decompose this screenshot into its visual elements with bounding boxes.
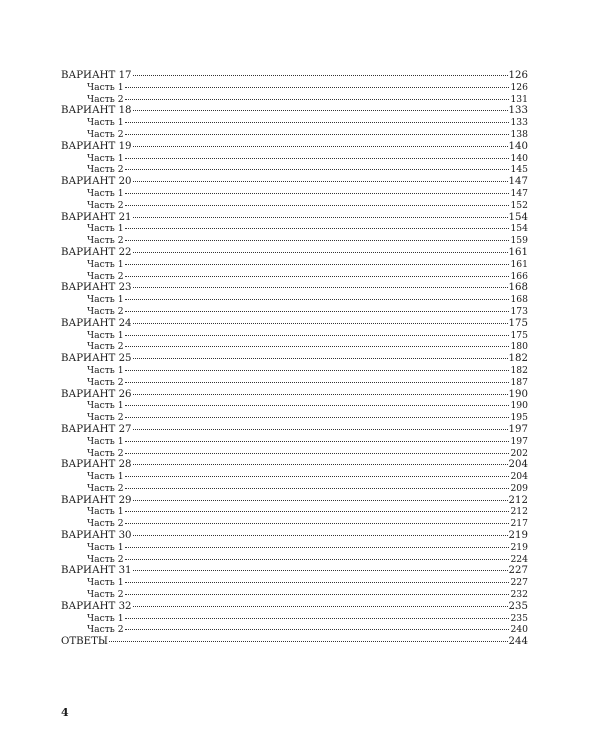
- dot-leader: [125, 476, 510, 477]
- toc-entry-variant: [61, 389, 528, 401]
- toc-entry-title: Часть 2: [87, 553, 124, 565]
- toc-entry-title: ВАРИАНТ 26: [61, 388, 132, 400]
- toc-entry-page: 219: [508, 530, 528, 542]
- toc-entry-variant: [61, 282, 528, 294]
- toc-entry-title: ВАРИАНТ 27: [61, 423, 132, 435]
- toc-entry-title: Часть 2: [87, 589, 124, 601]
- toc-entry-variant: [61, 601, 528, 613]
- toc-entry-part: [61, 129, 528, 141]
- toc-entry-part: [61, 412, 528, 424]
- toc-entry-title: Часть 1: [87, 506, 124, 518]
- toc-entry-title: Часть 2: [87, 128, 124, 140]
- dot-leader: [125, 276, 510, 277]
- toc-entry-page: 244: [508, 636, 528, 648]
- dot-leader: [133, 146, 508, 147]
- dot-leader: [125, 311, 510, 312]
- toc-entry-part: [61, 188, 528, 200]
- toc-entry-page: 224: [510, 553, 528, 565]
- toc-entry-part: [61, 330, 528, 342]
- toc-entry-title: Часть 1: [87, 329, 124, 341]
- toc-entry-part: [61, 518, 528, 530]
- toc-entry-title: Часть 1: [87, 152, 124, 164]
- dot-leader: [125, 441, 510, 442]
- toc-entry-title: ВАРИАНТ 25: [61, 353, 132, 365]
- toc-entry-variant: [61, 105, 528, 117]
- toc-entry-part: [61, 294, 528, 306]
- toc-entry-page: 197: [508, 423, 528, 435]
- toc-entry-page: 190: [510, 400, 528, 412]
- toc-entry-page: 235: [510, 612, 528, 624]
- toc-entry-title: Часть 2: [87, 199, 124, 211]
- toc-entry-variant: [61, 530, 528, 542]
- toc-entry-title: Часть 2: [87, 305, 124, 317]
- dot-leader: [133, 75, 508, 76]
- toc-entry-part: [61, 554, 528, 566]
- toc-entry-page: 133: [510, 117, 528, 129]
- page-number: 4: [61, 706, 69, 719]
- toc-entry-title: ВАРИАНТ 30: [61, 530, 132, 542]
- toc-entry-page: 212: [508, 494, 528, 506]
- toc-entry-variant: [61, 212, 528, 224]
- toc-entry-page: 147: [510, 187, 528, 199]
- dot-leader: [125, 122, 510, 123]
- toc-entry-title: Часть 2: [87, 270, 124, 282]
- toc-entry-title: ВАРИАНТ 18: [61, 105, 132, 117]
- toc-entry-title: ВАРИАНТ 20: [61, 176, 132, 188]
- toc-entry-part: [61, 577, 528, 589]
- toc-entry-page: 232: [510, 589, 528, 601]
- toc-entry-page: 204: [510, 471, 528, 483]
- toc-entry-title: ВАРИАНТ 29: [61, 494, 132, 506]
- dot-leader: [125, 618, 510, 619]
- toc-entry-part: [61, 400, 528, 412]
- toc-entry-variant: [61, 565, 528, 577]
- toc-entry-page: 235: [508, 600, 528, 612]
- toc-entry-variant: [61, 318, 528, 330]
- toc-entry-part: [61, 259, 528, 271]
- toc-entry-page: 217: [510, 518, 528, 530]
- toc-entry-part: [61, 164, 528, 176]
- dot-leader: [125, 594, 510, 595]
- dot-leader: [125, 335, 510, 336]
- toc-entry-title: Часть 1: [87, 223, 124, 235]
- dot-leader: [133, 500, 508, 501]
- dot-leader: [133, 217, 508, 218]
- toc-entry-part: [61, 436, 528, 448]
- toc-entry-title: Часть 2: [87, 93, 124, 105]
- dot-leader: [125, 382, 510, 383]
- toc-entry-page: 182: [510, 364, 528, 376]
- toc-entry-page: 212: [510, 506, 528, 518]
- toc-entry-variant: [61, 141, 528, 153]
- toc-entry-variant: [61, 424, 528, 436]
- toc-entry-page: 240: [510, 624, 528, 636]
- toc-entry-page: 166: [510, 270, 528, 282]
- toc-entry-page: 159: [510, 235, 528, 247]
- toc-entry-page: 168: [510, 294, 528, 306]
- dot-leader: [125, 405, 510, 406]
- toc-entry-title: Часть 2: [87, 482, 124, 494]
- toc-entry-page: 173: [510, 305, 528, 317]
- dot-leader: [125, 193, 510, 194]
- toc-entry-variant: [61, 247, 528, 259]
- toc-entry-title: Часть 1: [87, 258, 124, 270]
- dot-leader: [125, 240, 510, 241]
- toc-entry-title: ВАРИАНТ 32: [61, 600, 132, 612]
- toc-entry-page: 187: [510, 376, 528, 388]
- toc-entry-title: Часть 1: [87, 81, 124, 93]
- toc-entry-page: 227: [510, 577, 528, 589]
- dot-leader: [125, 87, 510, 88]
- toc-entry-page: 138: [510, 128, 528, 140]
- toc-entry-title: Часть 1: [87, 435, 124, 447]
- dot-leader: [125, 158, 510, 159]
- toc-entry-page: 190: [508, 388, 528, 400]
- toc-entry-page: 209: [510, 482, 528, 494]
- dot-leader: [133, 252, 508, 253]
- toc-entry-title: Часть 2: [87, 447, 124, 459]
- dot-leader: [125, 582, 510, 583]
- toc-entry-title: ВАРИАНТ 17: [61, 70, 132, 81]
- toc-entry-page: 152: [510, 199, 528, 211]
- dot-leader: [133, 464, 508, 465]
- toc-entry-page: 133: [508, 105, 528, 117]
- toc-entry-part: [61, 223, 528, 235]
- dot-leader: [109, 641, 508, 642]
- toc-entry-page: 154: [510, 223, 528, 235]
- dot-leader: [125, 629, 510, 630]
- dot-leader: [125, 99, 510, 100]
- table-of-contents: [61, 70, 528, 648]
- dot-leader: [125, 370, 510, 371]
- toc-entry-variant: [61, 70, 528, 82]
- toc-entry-page: 161: [508, 246, 528, 258]
- dot-leader: [133, 535, 508, 536]
- toc-entry-title: Часть 2: [87, 341, 124, 353]
- dot-leader: [125, 169, 510, 170]
- toc-entry-title: Часть 1: [87, 577, 124, 589]
- toc-entry-page: 161: [510, 258, 528, 270]
- toc-entry-part: [61, 94, 528, 106]
- dot-leader: [125, 547, 510, 548]
- toc-entry-page: 147: [508, 176, 528, 188]
- dot-leader: [125, 523, 510, 524]
- toc-entry-part: [61, 624, 528, 636]
- dot-leader: [133, 606, 508, 607]
- toc-entry-part: [61, 271, 528, 283]
- dot-leader: [125, 488, 510, 489]
- toc-entry-part: [61, 589, 528, 601]
- dot-leader: [125, 559, 510, 560]
- dot-leader: [133, 570, 508, 571]
- toc-entry-page: 175: [508, 317, 528, 329]
- dot-leader: [125, 453, 510, 454]
- toc-entry-page: 126: [508, 70, 528, 81]
- toc-entry-part: [61, 365, 528, 377]
- toc-entry-title: Часть 1: [87, 612, 124, 624]
- toc-entry-page: 140: [510, 152, 528, 164]
- toc-entry-page: 175: [510, 329, 528, 341]
- dot-leader: [133, 181, 508, 182]
- dot-leader: [125, 134, 510, 135]
- toc-entry-variant: [61, 176, 528, 188]
- dot-leader: [133, 287, 508, 288]
- toc-entry-part: [61, 117, 528, 129]
- toc-entry-part: [61, 200, 528, 212]
- dot-leader: [125, 264, 510, 265]
- toc-entry-page: 131: [510, 93, 528, 105]
- toc-entry-part: [61, 448, 528, 460]
- toc-entry-variant: [61, 353, 528, 365]
- toc-entry-title: Часть 2: [87, 164, 124, 176]
- toc-entry-title: Часть 1: [87, 117, 124, 129]
- toc-entry-title: ВАРИАНТ 31: [61, 565, 132, 577]
- toc-entry-page: 145: [510, 164, 528, 176]
- toc-entry-title: ВАРИАНТ 23: [61, 282, 132, 294]
- toc-entry-part: [61, 471, 528, 483]
- toc-entry-title: Часть 2: [87, 376, 124, 388]
- toc-entry-title: ВАРИАНТ 21: [61, 211, 132, 223]
- toc-entry-title: Часть 1: [87, 364, 124, 376]
- toc-entry-page: 197: [510, 435, 528, 447]
- dot-leader: [133, 394, 508, 395]
- dot-leader: [133, 323, 508, 324]
- toc-entry-page: 227: [508, 565, 528, 577]
- toc-entry-page: 154: [508, 211, 528, 223]
- toc-entry-title: Часть 1: [87, 400, 124, 412]
- toc-entry-page: 168: [508, 282, 528, 294]
- toc-entry-part: [61, 377, 528, 389]
- toc-entry-page: 126: [510, 81, 528, 93]
- toc-entry-part: [61, 483, 528, 495]
- toc-entry-part: [61, 153, 528, 165]
- toc-entry-title: Часть 2: [87, 235, 124, 247]
- toc-entry-variant: [61, 495, 528, 507]
- dot-leader: [125, 417, 510, 418]
- toc-entry-page: 140: [508, 140, 528, 152]
- dot-leader: [125, 299, 510, 300]
- dot-leader: [125, 205, 510, 206]
- toc-entry-part: [61, 235, 528, 247]
- dot-leader: [133, 358, 508, 359]
- toc-entry-title: ВАРИАНТ 19: [61, 140, 132, 152]
- dot-leader: [125, 346, 510, 347]
- toc-entry-page: 180: [510, 341, 528, 353]
- toc-entry-part: [61, 341, 528, 353]
- toc-entry-title: Часть 2: [87, 624, 124, 636]
- toc-entry-title: ОТВЕТЫ: [61, 636, 108, 648]
- toc-entry-title: ВАРИАНТ 24: [61, 317, 132, 329]
- toc-entry-title: ВАРИАНТ 28: [61, 459, 132, 471]
- toc-entry-page: 195: [510, 412, 528, 424]
- toc-entry-page: 202: [510, 447, 528, 459]
- toc-entry-part: [61, 306, 528, 318]
- toc-entry-title: Часть 2: [87, 518, 124, 530]
- toc-entry-title: ВАРИАНТ 22: [61, 246, 132, 258]
- toc-entry-part: [61, 542, 528, 554]
- toc-entry-page: 219: [510, 541, 528, 553]
- toc-entry-title: Часть 1: [87, 471, 124, 483]
- toc-entry-title: Часть 1: [87, 294, 124, 306]
- toc-entry-title: Часть 1: [87, 541, 124, 553]
- dot-leader: [125, 511, 510, 512]
- toc-entry-part: [61, 506, 528, 518]
- toc-entry-part: [61, 613, 528, 625]
- toc-entry-page: 182: [508, 353, 528, 365]
- toc-entry-variant: [61, 459, 528, 471]
- dot-leader: [133, 429, 508, 430]
- toc-entry-page: 204: [508, 459, 528, 471]
- toc-entry-title: Часть 2: [87, 412, 124, 424]
- toc-entry-part: [61, 82, 528, 94]
- dot-leader: [133, 110, 508, 111]
- toc-entry-variant: [61, 636, 528, 648]
- dot-leader: [125, 228, 510, 229]
- toc-entry-title: Часть 1: [87, 187, 124, 199]
